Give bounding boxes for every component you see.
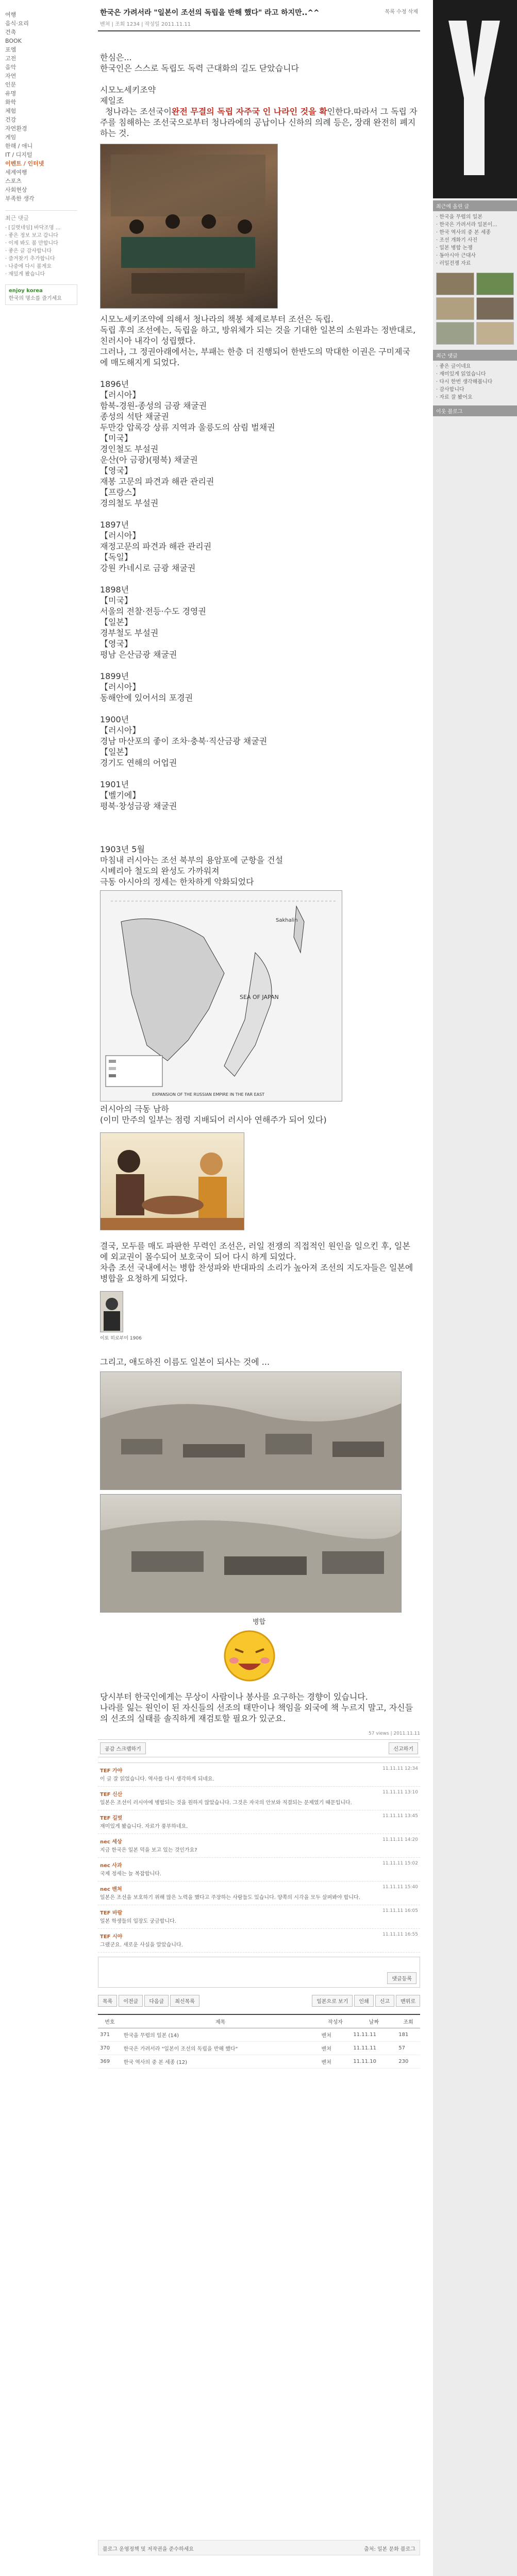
comment-item (98, 1929, 420, 1953)
ad-banner[interactable] (5, 284, 77, 305)
neighbor-blogs-title: 이웃 블로그 (433, 405, 517, 416)
russia-port-text: 마침내 러시아는 조선 북부의 용암포에 군항을 건설 (100, 855, 283, 865)
ad-title: enjoy korea (9, 288, 43, 294)
comment-date: 11.11.11 16:55 (382, 1932, 418, 1937)
list-header-cell: 날짜 (351, 2014, 396, 2028)
table-cell: 371 (98, 2028, 122, 2042)
recent-post-link[interactable]: · 일본 병합 논쟁 (436, 245, 473, 251)
table-cell: 370 (98, 2042, 122, 2055)
post-meta: 밴쳐 | 조회 1234 | 작성일 2011.11.11 (100, 22, 191, 27)
comment-text: 지금 한국은 일본 덕을 보고 있는 것인가요? (100, 1848, 197, 1853)
list-header-cell: 조회 (396, 2014, 420, 2028)
list-header-cell: 작성자 (320, 2014, 352, 2028)
recent-post-link[interactable]: · 한국을 무렵의 일본 (436, 214, 482, 220)
comment-author[interactable]: nec 사과 (100, 1863, 122, 1869)
comment-date: 11.11.11 15:02 (382, 1861, 418, 1866)
left-sidebar (0, 0, 82, 2576)
concession-item: 강원 카네시로 금광 채굴권 (100, 563, 196, 573)
article-text-b: 인한다.따라서 그 독립 자주를 침해하는 조선국으로부터 청나라에의 공납이나 신하의 의례 등은, 장래 완전히 폐지하는 것. (100, 107, 418, 138)
recent-comment-item[interactable]: · 즐겨찾기 추가합니다 (5, 256, 55, 262)
table-cell: 밴쳐 (320, 2028, 352, 2042)
category-item[interactable]: 부족한 생각 (5, 195, 35, 202)
table-cell: 11.11.11 (351, 2042, 396, 2055)
table-cell: 밴쳐 (320, 2055, 352, 2069)
comment-author[interactable]: nec 세상 (100, 1839, 122, 1845)
comment-input-area[interactable] (98, 1957, 420, 1988)
category-item[interactable]: 인문 (5, 81, 16, 88)
article-text (100, 106, 418, 139)
concession-year-block (100, 584, 418, 671)
comment-date: 11.11.11 14:20 (382, 1837, 418, 1842)
concession-item: 경부철도 부설권 (100, 628, 159, 638)
concession-year-block (100, 379, 418, 519)
category-item[interactable]: BOOK (5, 38, 22, 44)
concession-item: 【일본】 (100, 747, 132, 757)
nav-buttons-left (98, 1997, 201, 2005)
recent-post-link[interactable]: · 조선 개화기 사진 (436, 238, 478, 243)
post-header (98, 0, 420, 31)
category-item[interactable]: 자연 (5, 73, 16, 79)
concession-item: 【프랑스】 (100, 487, 141, 497)
concession-item: 재봉 고문의 파견과 해관 관리권 (100, 477, 214, 486)
comment-item (98, 1763, 420, 1787)
concession-item: 【미국】 (100, 596, 132, 605)
conclusion-text: 나라를 잃는 원인이 된 자신들의 선조의 태만이나 책임을 외국에 책 누르지 말고, 자신들의 선조의 실태를 솔직하게 재검토할 필요가 있군요. (100, 1703, 413, 1723)
category-item[interactable]: 한해 / 애니 (5, 143, 33, 149)
recent-comments-label: 최근 댓글 (5, 210, 77, 222)
recent-comment-item[interactable]: · 이제 봐도 볼 만합니다 (5, 241, 58, 246)
independence-text: 시모노세키조약에 의해서 청나라의 책봉 체제로부터 조선은 독립. (100, 314, 333, 324)
concession-year: 1900년 (100, 715, 129, 724)
tool-button[interactable]: 맨위로 (396, 1995, 420, 2007)
emoji-label: 병합 (252, 1618, 266, 1626)
comment-text: 재미있게 봤습니다. 자료가 풍부하네요. (100, 1824, 188, 1829)
thumb-3[interactable] (436, 297, 474, 320)
intro-line-1: 한심은... (100, 53, 132, 62)
east-asia-situation-text: 극동 아시아의 정세는 한차하게 악화되었다 (100, 877, 254, 887)
table-cell: 11.11.11 (351, 2028, 396, 2042)
concession-item: 【영국】 (100, 639, 132, 649)
comment-date: 11.11.11 13:45 (382, 1814, 418, 1819)
table-cell: 181 (396, 2028, 420, 2042)
category-item[interactable]: 여행 (5, 11, 16, 18)
category-item[interactable]: 스포츠 (5, 178, 22, 184)
recent-comment-link[interactable]: · 감사합니다 (436, 387, 464, 393)
list-header-cell: 번호 (98, 2014, 122, 2028)
comment-author[interactable]: nec 밴쳐 (100, 1887, 122, 1892)
annexation-cause-text: 결국, 모두를 매도 파판한 무력인 조선은, 러일 전쟁의 직접적인 원인을 일으킨 후, 일본에 외교권이 몰수되어 보호국이 되어 다시 하게 되었다. (100, 1241, 410, 1262)
comment-text: 그랬군요. 새로운 사실을 알았습니다. (100, 1942, 183, 1948)
category-item[interactable]: 게임 (5, 134, 16, 141)
ad-text: 한국의 명소를 즐기세요 (9, 296, 62, 301)
portrait-art (101, 1292, 123, 1332)
nav-buttons (98, 1995, 420, 2007)
comment-text: 일본은 조선을 보호하기 위해 많은 노력을 했다고 주장하는 사람들도 있습니다. 양쪽의 시각을 모두 살펴봐야 합니다. (100, 1895, 360, 1901)
recent-post-link[interactable]: · 한국 역사의 중 본 세종 (436, 230, 491, 235)
concession-item: 경의철도 부설권 (100, 498, 159, 508)
far-east-map (100, 890, 342, 1101)
article-one: 제일조 (100, 96, 124, 106)
comment-submit-button[interactable]: 댓글등록 (387, 1972, 416, 1984)
comment-item (98, 1882, 420, 1905)
comment-text: 이 글 잘 읽었습니다. 역사를 다시 생각하게 되네요. (100, 1776, 214, 1782)
concession-item: 【러시아】 (100, 682, 141, 692)
concession-item: 재정고문의 파견과 해관 관리권 (100, 541, 212, 551)
table-cell: 230 (396, 2055, 420, 2069)
table-row[interactable] (98, 2028, 420, 2042)
recent-post-link[interactable]: · 동아시아 근대사 (436, 253, 476, 259)
table-cell: 11.11.10 (351, 2055, 396, 2069)
recent-comment-item[interactable]: · 나중에 다시 볼게요 (5, 264, 52, 269)
category-item[interactable]: 체험 (5, 108, 16, 114)
concession-item: 함북-경원-종성의 금광 채굴권 (100, 401, 207, 411)
seoul-photo-1-art (101, 1372, 402, 1490)
article-text-red: 완전 무결의 독립 자주국 인 나라인 것을 확 (171, 107, 327, 116)
category-menu (5, 10, 77, 203)
intro-line-2: 한국인은 스스로 독립도 독력 근대화의 길도 닫았습니다 (100, 63, 299, 73)
category-item[interactable]: 건강 (5, 116, 16, 123)
map-legend-title: EXPANSION OF THE RUSSIAN EMPIRE IN THE FAR EAST (152, 1092, 265, 1097)
seoul-photo-1 (100, 1371, 402, 1490)
concession-item: 종성의 석탄 채굴권 (100, 412, 169, 421)
nav-button[interactable]: 이전글 (119, 1995, 143, 2007)
recent-comment-item[interactable]: · [길벗네임] 바닥조명 ... (5, 225, 61, 231)
category-item[interactable]: 세계여행 (5, 169, 27, 176)
post-action-bar (98, 1739, 420, 1757)
thumb-5[interactable] (436, 322, 474, 345)
seoul-photo-2 (100, 1494, 402, 1613)
map-sakhalin-label: Sakhalin (276, 918, 298, 923)
category-item[interactable]: 음식·요리 (5, 20, 29, 27)
thumb-4[interactable] (476, 297, 514, 320)
recent-posts-list (433, 211, 517, 269)
map-caption-2: (이미 만주의 일부는 점령 지배되어 러시아 연해주가 되어 있다) (100, 1115, 327, 1125)
laughing-face-art (219, 1628, 280, 1684)
recent-comment-item[interactable]: · 좋은 정보 보고 갑니다 (5, 233, 58, 239)
category-item[interactable]: 포엠 (5, 46, 16, 53)
corruption-text: 그러나, 그 정권아래에서는, 부패는 한층 더 진행되어 한반도의 막대한 이권은 구미제국에 매도해지게 되었다. (100, 347, 410, 367)
concession-item: 【러시아】 (100, 531, 141, 540)
siberia-railway-text: 시베리아 철도의 완성도 가까워져 (100, 866, 220, 876)
category-item[interactable]: 건축 (5, 29, 16, 36)
post-title: 한국은 가려서라 "일본이 조선의 독립을 반해 했다" 라고 하지만..^^ (100, 9, 320, 17)
comment-date: 11.11.11 16:05 (382, 1908, 418, 1913)
annexation-request-text: 차츰 조선 국내에서는 병합 찬성파와 반대파의 소리가 높아져 조선의 지도자들은 일본에 병합을 요청하게 되었다. (100, 1263, 413, 1283)
list-header-cell: 제목 (122, 2014, 320, 2028)
treaty-photo-art (101, 144, 278, 309)
post-list-header (98, 2014, 420, 2028)
concession-item: 동해안에 있어서의 포경권 (100, 693, 193, 703)
comment-list (98, 1762, 420, 1953)
category-item[interactable]: 자연환경 (5, 125, 27, 132)
comment-date: 11.11.11 13:10 (382, 1790, 418, 1795)
table-cell: 밴쳐 (320, 2042, 352, 2055)
concession-item: 평남 은산금광 채굴권 (100, 650, 177, 659)
comment-date: 11.11.11 12:34 (382, 1766, 418, 1771)
recent-comment-item[interactable]: · 재밌게 봤습니다 (5, 272, 45, 277)
article-text-a: 청나라는 조선국이 (105, 107, 172, 116)
recent-post-link[interactable]: · 러일전쟁 자료 (436, 261, 471, 266)
recent-post-link[interactable]: · 한국은 가려서라 일본이... (436, 222, 497, 228)
concession-item: 【벨기에】 (100, 790, 141, 800)
nav-button[interactable]: 다음글 (144, 1995, 169, 2007)
comment-author[interactable]: TEF 길벗 (100, 1816, 123, 1821)
nav-button[interactable]: 최신목록 (170, 1995, 199, 2007)
political-cartoon (100, 1132, 244, 1230)
report-button[interactable]: 신고하기 (389, 1742, 418, 1754)
comment-text: 국제 정세는 늘 복잡합니다. (100, 1871, 161, 1877)
table-cell[interactable]: 한국 역사의 중 본 세종 (12) (122, 2055, 320, 2069)
comment-date: 11.11.11 15:40 (382, 1885, 418, 1890)
recent-comment-link[interactable]: · 좋은 글이네요 (436, 364, 471, 369)
recent-comment-link[interactable]: · 다시 한번 생각해봅니다 (436, 379, 493, 385)
table-cell: 57 (396, 2042, 420, 2055)
recent-comments-title: 최근 댓글 (433, 350, 517, 361)
category-item[interactable]: IT / 디지털 (5, 151, 32, 158)
comment-author[interactable]: TEF 바람 (100, 1910, 123, 1916)
table-row[interactable] (98, 2042, 420, 2055)
recent-comments-list (5, 224, 77, 278)
post-list-table (98, 2014, 420, 2069)
category-item[interactable]: 고전 (5, 55, 16, 62)
category-item[interactable]: 음악 (5, 64, 16, 71)
comment-author[interactable]: TEF 신산 (100, 1792, 123, 1798)
category-item[interactable]: 이벤트 / 인터넷 (5, 160, 44, 167)
concession-item: 【러시아】 (100, 725, 141, 735)
ito-portrait (100, 1291, 123, 1332)
nav-buttons-right (310, 1995, 420, 2007)
concession-year: 1901년 (100, 779, 129, 789)
banner-y-logo (448, 21, 500, 175)
treaty-photo (100, 144, 278, 309)
city-intro-text: 그리고, 애도하진 이름도 일본이 되사는 것에 ... (100, 1357, 270, 1367)
comment-author[interactable]: TEF 시야 (100, 1934, 123, 1940)
concession-item: 【러시아】 (100, 390, 141, 400)
post-tools[interactable]: 목록 수정 삭제 (385, 9, 418, 15)
map-caption: 러시아의 극동 남하 (100, 1104, 169, 1114)
concession-item: 경기도 연해의 어업권 (100, 758, 177, 768)
concession-item: 경인철도 부설권 (100, 444, 159, 454)
tool-button[interactable]: 인쇄 (354, 1995, 373, 2007)
concession-year-block (100, 671, 418, 714)
share-button[interactable]: 공감 스크랩하기 (100, 1742, 146, 1754)
post-body (98, 31, 420, 1724)
comment-item (98, 1787, 420, 1810)
category-item[interactable]: 화학 (5, 99, 16, 106)
concession-year-block (100, 519, 418, 584)
concession-item: 경남 마산포의 좋이 조차·충북·직산금광 채굴권 (100, 736, 268, 746)
concession-item: 【영국】 (100, 466, 132, 476)
seoul-photo-2-art (101, 1495, 402, 1613)
footer-left-text: 블로그 운영정책 및 저작권을 준수하세요 (103, 2547, 194, 2552)
concession-item: 평북·창성금광 채굴권 (100, 801, 177, 811)
concession-year: 1896년 (100, 379, 129, 389)
concession-year: 1897년 (100, 520, 129, 530)
tool-button[interactable]: 일본으로 보기 (312, 1995, 353, 2007)
thumb-6[interactable] (476, 322, 514, 345)
comment-author[interactable]: TEF 가야 (100, 1768, 123, 1774)
blog-banner (433, 0, 517, 198)
post-counter: 57 views | 2011.11.11 (368, 1731, 420, 1736)
recent-comments-right-list (433, 361, 517, 403)
may-1903: 1903년 5월 (100, 844, 145, 854)
map-sea-label: SEA OF JAPAN (240, 994, 279, 1001)
concession-item: 【일본】 (100, 617, 132, 627)
portrait-caption: 이토 히로부미 1906 (100, 1336, 142, 1341)
category-item[interactable]: 사회현상 (5, 187, 27, 193)
comment-text: 일본은 조선이 러시아에 병합되는 것을 원하지 않았습니다. 그것은 자국의 안보와 직결되는 문제였기 때문입니다. (100, 1800, 352, 1806)
tool-button[interactable]: 신고 (375, 1995, 394, 2007)
table-cell: 369 (98, 2055, 122, 2069)
treaty-heading: 시모노세키조약 (100, 85, 156, 95)
comment-item (98, 1858, 420, 1882)
laughing-face-icon (219, 1628, 280, 1684)
footer-bar (98, 2540, 420, 2555)
recent-comment-link[interactable]: · 자료 잘 봤어요 (436, 395, 473, 400)
concession-year: 1898년 (100, 585, 129, 595)
concessions-list (100, 379, 418, 822)
post-list-body (98, 2028, 420, 2069)
far-east-map-art (101, 891, 342, 1101)
footer-right-text[interactable]: 출처: 일본 문화 블로그 (364, 2547, 415, 2552)
recent-comment-item[interactable]: · 좋은 글 감사합니다 (5, 248, 52, 254)
comment-item (98, 1905, 420, 1929)
thumb-1[interactable] (436, 273, 474, 295)
comment-item (98, 1834, 420, 1858)
concession-item: 【미국】 (100, 433, 132, 443)
thumbnail-grid (433, 269, 517, 348)
concession-item: 【독일】 (100, 552, 132, 562)
tendency-text: 당시부터 한국인에게는 무상이 사람이나 봉사를 요구하는 경향이 있습니다. (100, 1692, 368, 1702)
comment-text: 일본 학생들의 입장도 궁금합니다. (100, 1919, 176, 1924)
table-row[interactable] (98, 2055, 420, 2069)
concession-year-block (100, 779, 418, 822)
russia-cabinet-text: 독립 후의 조선에는, 독립을 하고, 방위체가 되는 것을 기대한 일본의 소원과는 정반대로, 친러시아 내각이 성립했다. (100, 325, 416, 346)
concession-item: 서울의 전찰·전등·수도 경영권 (100, 606, 206, 616)
nav-button[interactable]: 목록 (98, 1995, 117, 2007)
thumb-2[interactable] (476, 273, 514, 295)
cartoon-art (101, 1133, 244, 1230)
recent-comment-link[interactable]: · 재미있게 읽었습니다 (436, 371, 486, 377)
concession-item: 운산(아 금광)(평북) 채굴권 (100, 455, 198, 465)
concession-year: 1899년 (100, 671, 129, 681)
main-content (98, 0, 420, 2069)
table-cell[interactable]: 한국은 가려서라 "일본이 조선의 독립을 반해 했다" (122, 2042, 320, 2055)
concession-item: 두만강 압록강 상류 지역과 울릉도의 삼림 벌채권 (100, 422, 275, 432)
right-sidebar (433, 0, 517, 2576)
recent-posts-title: 최근에 올린 글 (433, 200, 517, 211)
concession-year-block (100, 714, 418, 779)
comment-item (98, 1810, 420, 1834)
table-cell[interactable]: 한국을 무렵의 일본 (14) (122, 2028, 320, 2042)
category-item[interactable]: 유명 (5, 90, 16, 97)
